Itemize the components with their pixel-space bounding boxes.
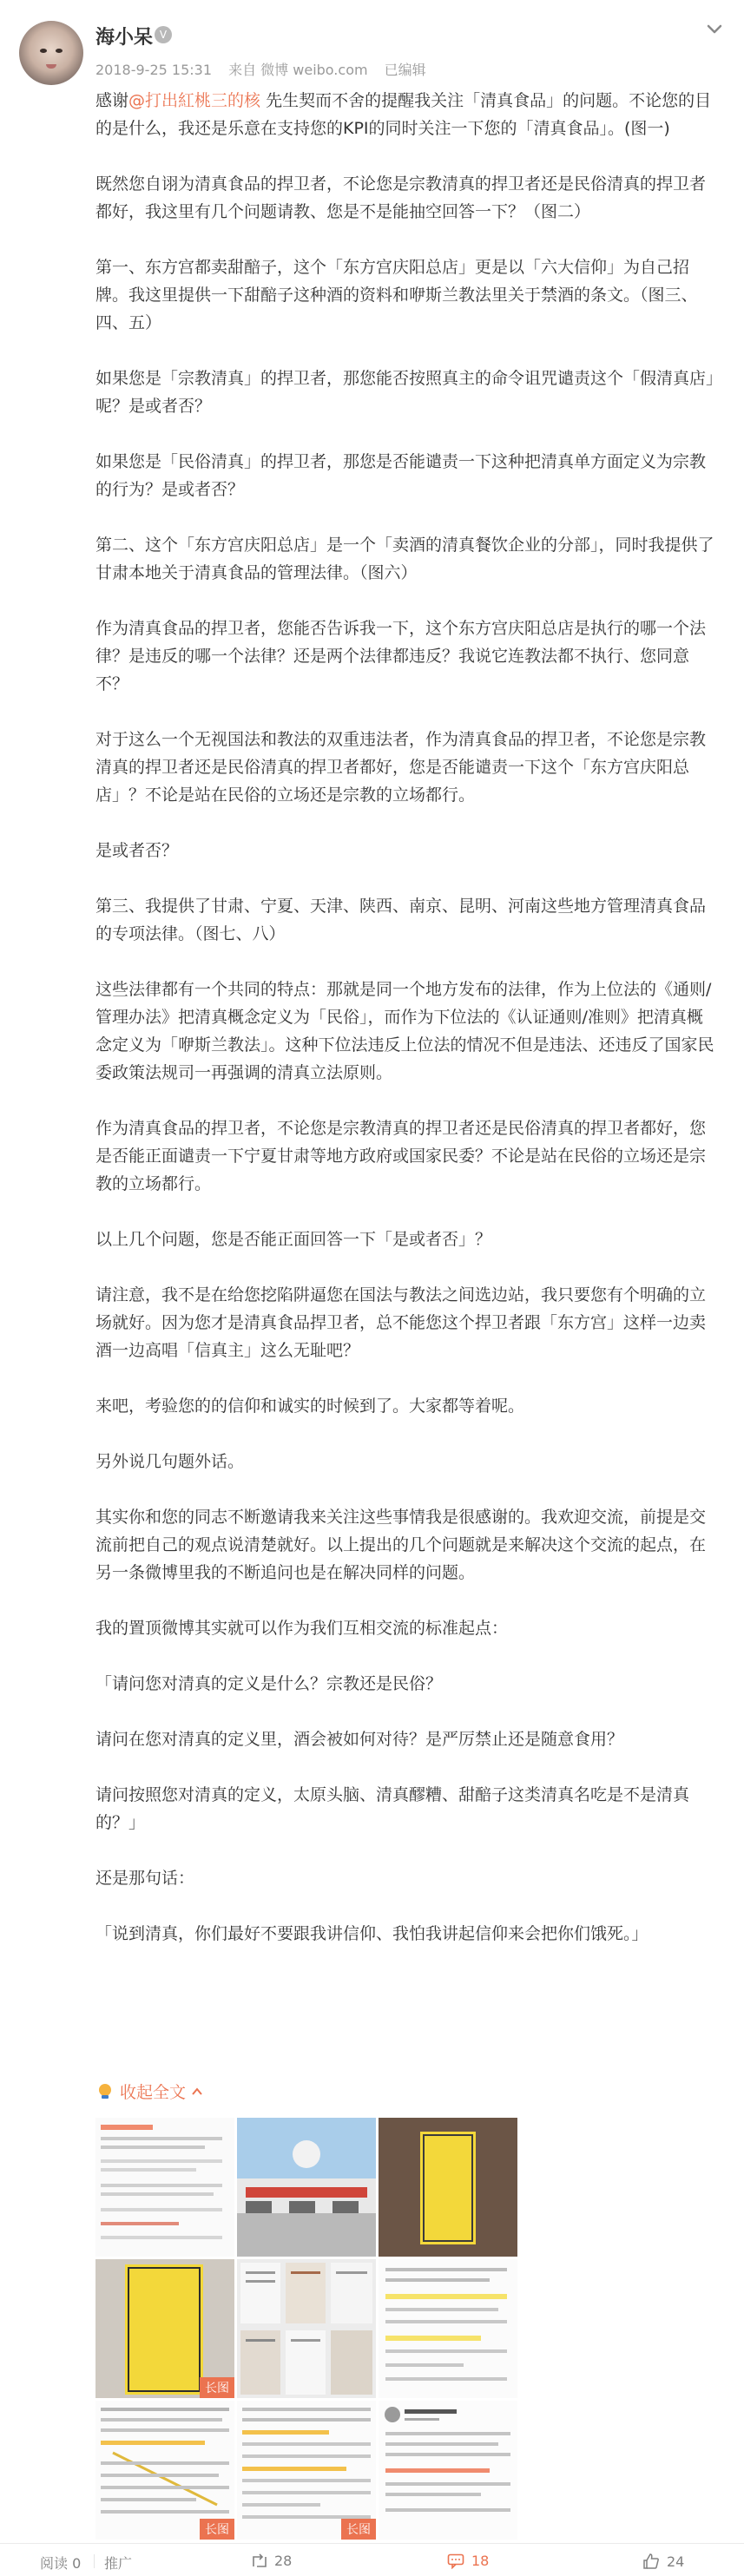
repost-button[interactable]: [252, 2553, 292, 2569]
intro-text: 先生契而不舍的提醒我关注「清真食品」的问题。不论您的目的是什么，我还是乐意在支持您的KPI的同时关注一下您的「清真食品」。(图一): [95, 91, 712, 138]
mention-link[interactable]: @打出紅桃三的核: [128, 91, 261, 110]
post-paragraph: 既然您自诩为清真食品的捍卫者，不论您是宗教清真的捍卫者还是民俗清真的捍卫者都好，我这里有几个问题请教、您是不是能抽空回答一下？（图二）: [95, 174, 707, 221]
document-image: [379, 2259, 517, 2398]
comment-count: 18: [471, 2553, 490, 2569]
post-paragraph: 其实你和您的同志不断邀请我来关注这些事情我是很感谢的。我欢迎交流，前提是交流前把自己的观点说清楚就好。以上提出的几个问题就是来解决这个交流的起点，在另一条微博里我的不断追问也是在解决同样的问题。: [95, 1508, 707, 1582]
post-paragraph: 「请问您对清真的定义是什么？宗教还是民俗？: [95, 1674, 443, 1693]
avatar-mouth: [46, 64, 56, 69]
username[interactable]: 海小呆: [95, 27, 154, 49]
post-paragraph: 我的置顶微博其实就可以作为我们互相交流的标准起点：: [95, 1619, 509, 1638]
post-paragraph: 第一、东方宫都卖甜醅子，这个「东方宫庆阳总店」更是以「六大信仰」为自己招牌。我这里提供一下甜醅子这种酒的资料和咿斯兰教法里关于禁酒的条文。（图三、四、五）: [95, 258, 698, 332]
edited-label[interactable]: 已编辑: [384, 62, 426, 78]
chevron-up-icon: [191, 2086, 203, 2098]
post-source[interactable]: 来自 微博 weibo.com: [228, 62, 368, 78]
image-thumb-3[interactable]: [379, 2118, 517, 2257]
post-paragraph: 请问在您对清真的定义里，酒会被如何对待？是严厉禁止还是随意食用？: [95, 1730, 624, 1749]
like-button[interactable]: [642, 2553, 684, 2570]
repost-icon: [252, 2553, 267, 2569]
comment-button[interactable]: [447, 2553, 489, 2569]
chevron-down-icon[interactable]: [705, 19, 724, 38]
intro-prefix: 感谢: [95, 91, 129, 110]
image-thumb-6[interactable]: [379, 2259, 517, 2398]
avatar[interactable]: [19, 21, 83, 85]
image-thumb-7[interactable]: [95, 2401, 234, 2540]
long-image-tag: 长图: [341, 2519, 376, 2540]
post-paragraph: 这些法律都有一个共同的特点：那就是同一个地方发布的法律，作为上位法的《通则/管理办法》把清真概念定义为「民俗」，而作为下位法的《认证通则/准则》把清真概念定义为「咿斯兰教法」。这种下位法违反上位法的情况不但是违法、还违反了国家民委政策法规司一再强调的清真立法原则。: [95, 980, 714, 1082]
bulb-icon: [95, 2082, 115, 2101]
image-grid: [95, 2118, 517, 2540]
post-paragraph: 是或者否？: [95, 841, 179, 860]
thumbs-up-icon: [642, 2553, 660, 2570]
post-datetime[interactable]: 2018-9-25 15:31: [95, 62, 212, 78]
screenshot-image: [379, 2401, 517, 2540]
image-thumb-1[interactable]: [95, 2118, 234, 2257]
image-thumb-2[interactable]: [237, 2118, 376, 2257]
screenshot-image: [95, 2118, 234, 2257]
long-image-tag: 长图: [200, 2377, 234, 2398]
post-paragraph: 请问按照您对清真的定义，太原头脑、清真醪糟、甜醅子这类清真名吃是不是清真的？」: [95, 1785, 690, 1832]
post-paragraph: 如果您是「宗教清真」的捍卫者，那您能否按照真主的命令诅咒谴责这个「假清真店」呢？是或者否？: [95, 369, 714, 416]
sign-photo: [379, 2118, 517, 2257]
post-paragraph: 还是那句话：: [95, 1869, 195, 1888]
avatar-eye: [56, 49, 63, 53]
post-paragraph: 作为清真食品的捍卫者，不论您是宗教清真的捍卫者还是民俗清真的捍卫者都好，您是否能正面谴责一下宁夏甘肃等地方政府或国家民委？不论是站在民俗的立场还是宗教的立场都行。: [95, 1119, 707, 1193]
post-content: [95, 87, 719, 1975]
post-paragraph: 另外说几句题外话。: [95, 1452, 245, 1471]
post-paragraph: 第三、我提供了甘肃、宁夏、天津、陕西、南京、昆明、河南这些地方管理清真食品的专项法律。（图七、八）: [95, 897, 707, 943]
repost-count: 28: [274, 2553, 293, 2569]
post-paragraph: 以上几个问题，您是否能正面回答一下「是或者否」？: [95, 1230, 492, 1249]
like-count: 24: [667, 2553, 685, 2570]
post-paragraph: 来吧，考验您的的信仰和诚实的时候到了。大家都等着呢。: [95, 1396, 525, 1416]
image-thumb-5[interactable]: [237, 2259, 376, 2398]
promote-button[interactable]: [104, 2553, 132, 2573]
collapse-full-text-button[interactable]: [95, 2080, 203, 2103]
read-count-label: 阅读 0: [40, 2555, 82, 2572]
post-paragraph: 如果您是「民俗清真」的捍卫者，那您是否能谴责一下这种把清真单方面定义为宗教的行为？是或者否？: [95, 452, 707, 499]
post-header: [0, 0, 744, 87]
post-paragraph: 请注意，我不是在给您挖陷阱逼您在国法与教法之间选边站，我只要您有个明确的立场就好。因为您才是清真食品捍卫者，总不能您这个捍卫者跟「东方宫」这样一边卖酒一边高唱「信真主」这么无耻吧？: [95, 1285, 707, 1360]
post-paragraph: 作为清真食品的捍卫者，您能否告诉我一下，这个东方宫庆阳总店是执行的哪一个法律？是违反的哪一个法律？还是两个法律都违反？我说它连教法都不执行、您同意不？: [95, 619, 707, 693]
post-paragraph: [95, 87, 719, 142]
image-thumb-9[interactable]: [379, 2401, 517, 2540]
image-thumb-4[interactable]: [95, 2259, 234, 2398]
storefront-photo: [237, 2118, 376, 2257]
divider: [94, 2554, 95, 2568]
avatar-eye: [40, 49, 47, 53]
collapse-label: 收起全文: [120, 2083, 187, 2102]
member-badge-icon: V: [155, 26, 172, 43]
post-paragraph: 「说到清真，你们最好不要跟我讲信仰、我怕我讲起信仰来会把你们饿死。」: [95, 1924, 649, 1943]
post-paragraph: 对于这么一个无视国法和教法的双重违法者，作为清真食品的捍卫者，不论您是宗教清真的捍卫者还是民俗清真的捍卫者都好，您是否能谴责一下这个「东方宫庆阳总店」？不论是站在民俗的立场还是宗教的立场都行。: [95, 730, 707, 805]
long-image-tag: 长图: [200, 2519, 234, 2540]
comment-icon: [447, 2553, 464, 2569]
action-bar: [0, 2543, 744, 2576]
post-meta: [95, 59, 438, 79]
promote-label: 推广: [104, 2555, 133, 2572]
document-collage: [237, 2259, 376, 2398]
image-thumb-8[interactable]: [237, 2401, 376, 2540]
read-count: [40, 2553, 81, 2573]
post-paragraph: 第二、这个「东方宫庆阳总店」是一个「卖酒的清真餐饮企业的分部」，同时我提供了甘肃本地关于清真食品的管理法律。（图六）: [95, 536, 714, 582]
